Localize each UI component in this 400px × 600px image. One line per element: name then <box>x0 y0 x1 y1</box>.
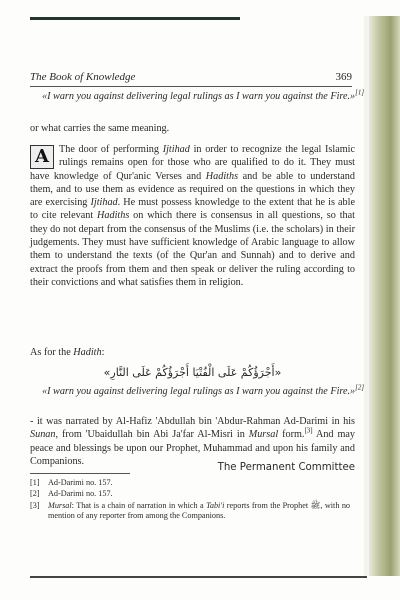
quote-2-text: «I warn you against delivering legal rulings as I warn you against the Fire.» <box>42 386 356 397</box>
footnote-text-segment: Mursal <box>48 500 72 510</box>
footnotes <box>30 478 350 523</box>
arabic-hadith: «أَجْرَؤُكُمْ عَلَى الْفُتْيَا أَجْرَؤُكُمْ عَلَى النَّارِ» <box>103 366 282 379</box>
footnote-text-segment: Tabi'i <box>206 500 225 510</box>
paragraph-text-segment: . He must possess knowledge to the extent that he is able to cite relevant <box>30 197 355 222</box>
hadith-quote-1 <box>30 90 367 103</box>
narration-text-segment: , from 'Ubaidullah bin Abi Ja'far Al-Misri in <box>55 429 249 441</box>
narration-text <box>30 416 355 467</box>
footnote-text-segment: reports from the Prophet ﷺ, with no mention of any reporter from among the Companions. <box>48 500 351 521</box>
footnote-mark: [1] <box>30 478 40 487</box>
paragraph-ijtihad-text <box>30 144 355 288</box>
as-for-hadith-line <box>30 346 355 359</box>
footnote-mark: [3] <box>30 500 40 510</box>
page-bottom-rule <box>30 576 367 578</box>
as-for-word: Hadith <box>73 347 102 358</box>
footnote-ref-1: [1] <box>355 88 365 97</box>
signature: The Permanent Committee <box>217 462 355 473</box>
footnote-text-segment: Ad-Darimi no. 157. <box>48 478 113 487</box>
paragraph-text-segment: Hadiths <box>205 170 239 182</box>
paragraph-text-segment: in order to recognize the legal Islamic rulings remains open for those who are qualified to do it. They must have knowledge of Qur'anic Verses and <box>30 144 356 182</box>
as-for-prefix: As for the <box>30 347 74 358</box>
paragraph-text-segment: The door of performing <box>59 144 163 155</box>
running-header <box>30 70 352 87</box>
narration-text-segment: And may peace and blessings be upon our Prophet, Muhammad and upon his family and Companions. <box>30 429 355 467</box>
footnote-text-segment: Ad-Darimi no. 157. <box>48 489 113 499</box>
book-title: The Book of Knowledge <box>30 71 136 83</box>
footnote <box>30 501 350 522</box>
drop-cap: A <box>30 145 54 169</box>
hadith-quote-2 <box>30 385 367 398</box>
narration-text-segment: Sunan <box>30 429 56 441</box>
paragraph-text-segment: Ijtihad <box>162 144 190 155</box>
narration-text-segment: - it was narrated by Al-Hafiz 'Abdullah bin 'Abdur-Rahman Ad-Darimi in his <box>30 416 355 427</box>
paragraph-same-meaning: or what carries the same meaning. <box>30 123 170 134</box>
scan-top-margin <box>0 0 400 14</box>
page-number: 369 <box>335 71 352 83</box>
footnote-text <box>48 478 350 488</box>
footnote-rule <box>30 473 130 474</box>
narration-text-segment: Mursal <box>248 429 279 441</box>
paragraph-text-segment: Hadiths <box>97 210 130 222</box>
paragraph-ijtihad <box>30 143 355 289</box>
footnote-text <box>48 489 350 499</box>
paragraph-text-segment: on which there is consensus in all questions, so that they do not depart from the consensus of the Muslims (i.e. the scholars) in their judgements. They must have sufficient knowledge of Arabic language to allow them to understand the texts (of the Qur'an and Sunnah) and to derive and extract the proofs from them and then speak or deliver the ruling according to their convictions and what satisfies them in religion. <box>30 210 356 288</box>
footnote <box>30 478 350 488</box>
book-spine <box>369 16 400 576</box>
quote-1-text: «I warn you against delivering legal rulings as I warn you against the Fire.» <box>42 91 356 102</box>
footnote-ref-2: [2] <box>355 383 365 392</box>
footnote-text-segment: : That is a chain of narration in which a <box>71 500 207 510</box>
as-for-suffix: : <box>101 347 105 358</box>
footnote <box>30 489 350 499</box>
narration-text-segment: [3] <box>304 426 313 435</box>
paragraph-text-segment: and be able to understand them, and to use them as evidence as required on the questions in which they are exercising <box>30 170 355 209</box>
paragraph-text-segment: Ijtihad <box>90 197 118 209</box>
footnote-mark: [2] <box>30 489 40 499</box>
footnote-text <box>48 501 350 522</box>
narration-paragraph <box>30 415 355 468</box>
page-top-rule <box>30 17 240 20</box>
narration-text-segment: form. <box>278 429 305 441</box>
